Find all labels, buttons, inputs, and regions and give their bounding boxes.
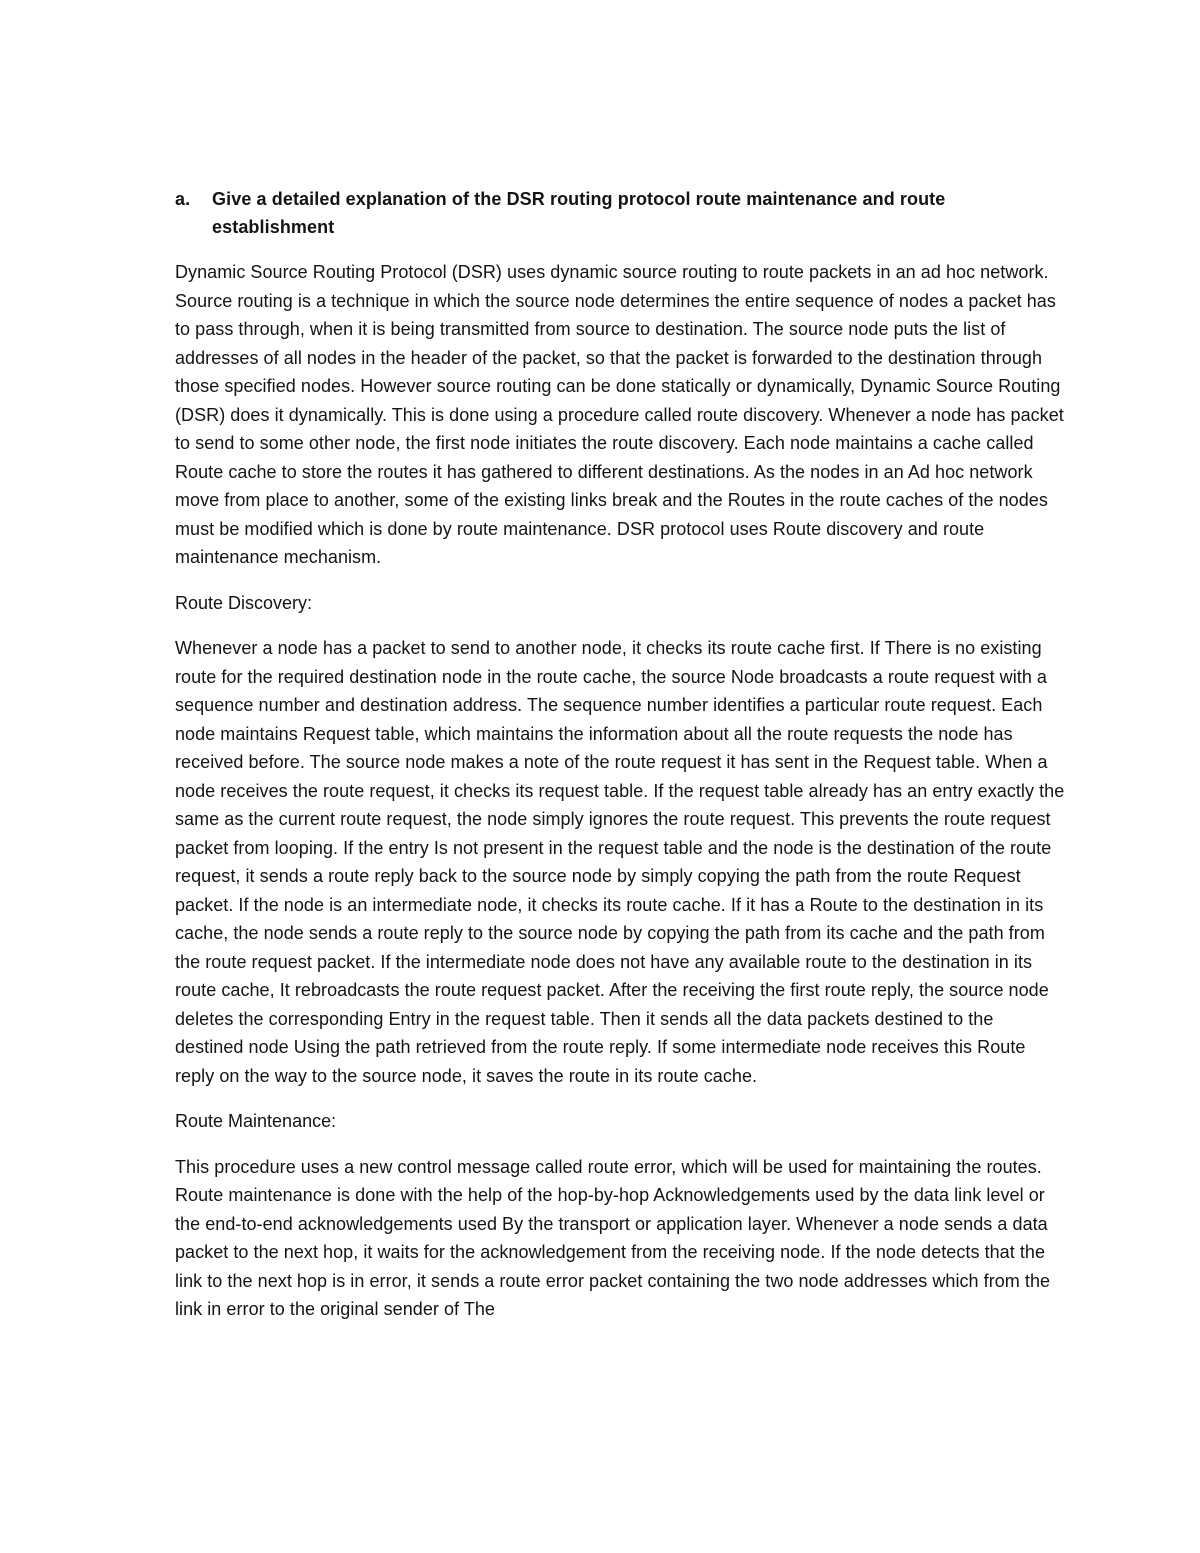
question-title: Give a detailed explanation of the DSR routing protocol route maintenance and route establishment (212, 189, 946, 237)
route-maintenance-heading: Route Maintenance: (175, 1111, 337, 1131)
route-discovery-heading: Route Discovery: (175, 592, 313, 613)
document-body (175, 185, 1065, 1341)
question-marker: a. (175, 189, 191, 209)
route-discovery-paragraph: Whenever a node has a packet to send to another node, it checks its route cache first. If There is no existing route for the required destination node in the route cache, the source Node broadcasts a route request with a sequence number and destination address. The sequence number identifies a particular route request. Each node maintains Request table, which maintains the information about all the route requests the node has received before. The source node makes a note of the route request it has sent in the Request table. When a node receives the route request, it checks its request table. If the request table already has an entry exactly the same as the current route request, the node simply ignores the route request. This prevents the route request packet from looping. If the entry Is not present in the request table and the node is the destination of the route request, it sends a route reply back to the source node by simply copying the path from the route Request packet. If the node is an intermediate node, it checks its route cache. If it has a Route to the destination in its cache, the node sends a route reply to the source node by copying the path from its cache and the path from the route request packet. If the intermediate node does not have any available route to the destination in its route cache, It rebroadcasts the route request packet. After the receiving the first route reply, the source node deletes the corresponding Entry in the request table. Then it sends all the data packets destined to the destined node Using the path retrieved from the route reply. If some intermediate node receives this Route reply on the way to the source node, it saves the route in its route cache. (175, 638, 1065, 1086)
route-maintenance-paragraph: This procedure uses a new control message called route error, which will be used for maintaining the routes. Route maintenance is done with the help of the hop-by-hop Acknowledgements used by the data link level or the end-to-end acknowledgements used By the transport or application layer. Whenever a node sends a data packet to the next hop, it waits for the acknowledgement from the receiving node. If the node detects that the link to the next hop is in error, it sends a route error packet containing the two node addresses which from the link in error to the original sender of The (175, 1156, 1051, 1319)
question-heading (175, 185, 1065, 241)
intro-paragraph: Dynamic Source Routing Protocol (DSR) uses dynamic source routing to route packets in an ad hoc network. Source routing is a technique in which the source node determines the entire sequence of nodes a packet has to pass through, when it is being transmitted from source to destination. The source node puts the list of addresses of all nodes in the header of the packet, so that the packet is forwarded to the destination through those specified nodes. However source routing can be done statically or dynamically, Dynamic Source Routing (DSR) does it dynamically. This is done using a procedure called route discovery. Whenever a node has packet to send to some other node, the first node initiates the route discovery. Each node maintains a cache called Route cache to store the routes it has gathered to different destinations. As the nodes in an Ad hoc network move from place to another, some of the existing links break and the Routes in the route caches of the nodes must be modified which is done by route maintenance. DSR protocol uses Route discovery and route maintenance mechanism. (175, 262, 1064, 567)
